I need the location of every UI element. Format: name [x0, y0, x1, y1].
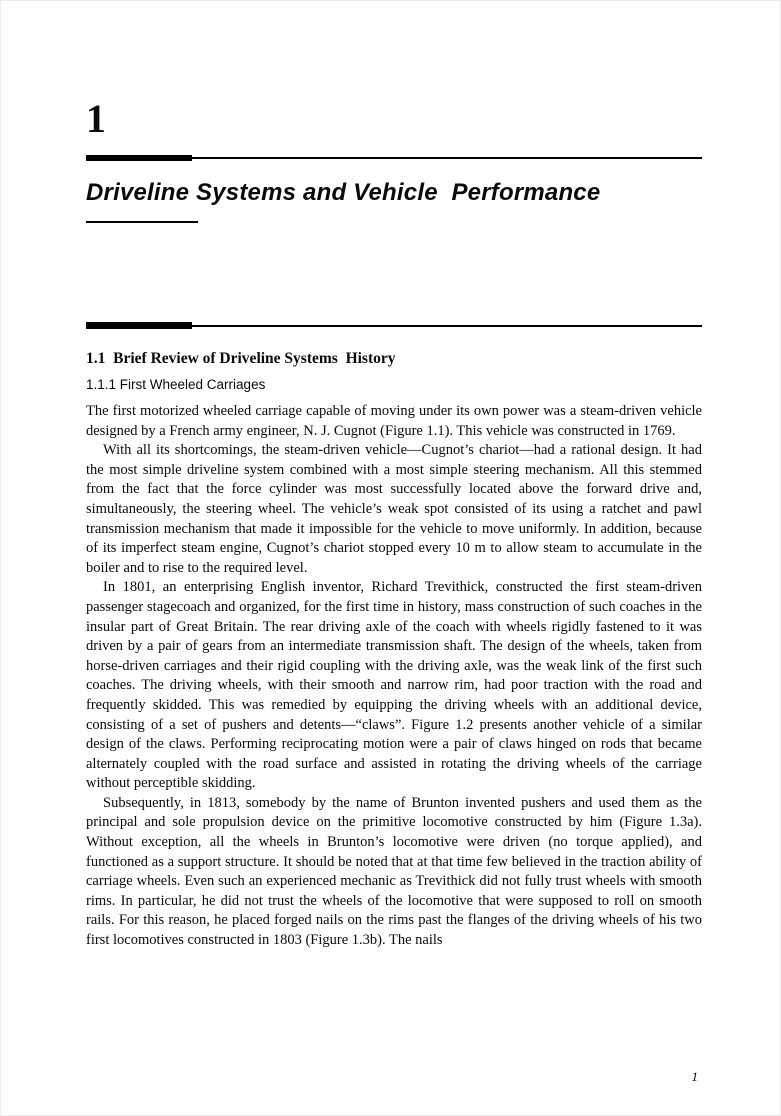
- paragraph: With all its shortcomings, the steam-driven vehicle—Cugnot’s chariot—had a rational design. It had the most simple driveline system combined with a most simple steering mechanism. All this stemmed from the fact that the force cylinder was most successfully located above the forward drive and, simultaneously, the steering wheel. The vehicle’s weak spot consisted of its using a ratchet and pawl transmission mechanism that made it impossible for the vehicle to move uniformly. In addition, because of its imperfect steam engine, Cugnot’s chariot stopped every 10 m to allow steam to accumulate in the boiler and to rise to the required level.: [86, 442, 702, 576]
- chapter-title: Driveline Systems and Vehicle Performance: [86, 179, 601, 206]
- page-number: 1: [691, 1069, 698, 1084]
- rule-thin-segment: [192, 325, 702, 327]
- page-content: [86, 1, 702, 951]
- paragraph: In 1801, an enterprising English inventor, Richard Trevithick, constructed the first steam-driven passenger stagecoach and organized, for the first time in history, mass construction of such coaches in the insular part of Great Britain. The rear driving axle of the coach with wheels rigidly fastened to it was driven by a pair of gears from an intermediate transmission shaft. The design of the wheels, taken from horse-driven carriages and their rigid coupling with the driving axle, was the weak link of the first such coaches. The driving wheels, with their smooth and narrow rim, had poor traction with the road and frequently skidded. This was remedied by equipping the driving wheels with an additional device, consisting of a set of pushers and detents—“claws”. Figure 1.2 presents another vehicle of a similar design of the claws. Performing reciprocating motion were a pair of claws hinged on rods that became alternately coupled with the road surface and assisted in rotating the driving wheels of the carriage without perceptible skidding.: [86, 579, 702, 792]
- rule-thick-segment: [86, 322, 192, 329]
- rule-thick-segment: [86, 155, 192, 161]
- section-heading: 1.1 Brief Review of Driveline Systems History: [86, 350, 396, 367]
- section-rule: [86, 322, 702, 329]
- paragraph: The first motorized wheeled carriage capable of moving under its own power was a steam-driven vehicle designed by a French army engineer, N. J. Cugnot (Figure 1.1). This vehicle was constructed in 1769.: [86, 403, 702, 439]
- subsection-heading: 1.1.1 First Wheeled Carriages: [86, 377, 266, 392]
- rule-thin-segment: [192, 157, 702, 159]
- paragraph: Subsequently, in 1813, somebody by the name of Brunton invented pushers and used them as the principal and sole propulsion device on the primitive locomotive constructed by him (Figure 1.3a). Without exception, all the wheels in Brunton’s locomotive were driven (no torque applied), and functioned as a support structure. It should be noted that at that time few believed in the traction ability of carriage wheels. Even such an experienced mechanic as Trevithick did not fully trust wheels with smooth rims. In particular, he did not trust the wheels of the locomotive that were supposed to roll on smooth rails. For this reason, he placed forged nails on the rims past the flanges of the driving wheels of his two first locomotives constructed in 1803 (Figure 1.3b). The nails: [86, 794, 702, 949]
- chapter-rule: [86, 155, 702, 161]
- chapter-number: 1: [86, 96, 106, 141]
- chapter-title-underline: [86, 221, 198, 223]
